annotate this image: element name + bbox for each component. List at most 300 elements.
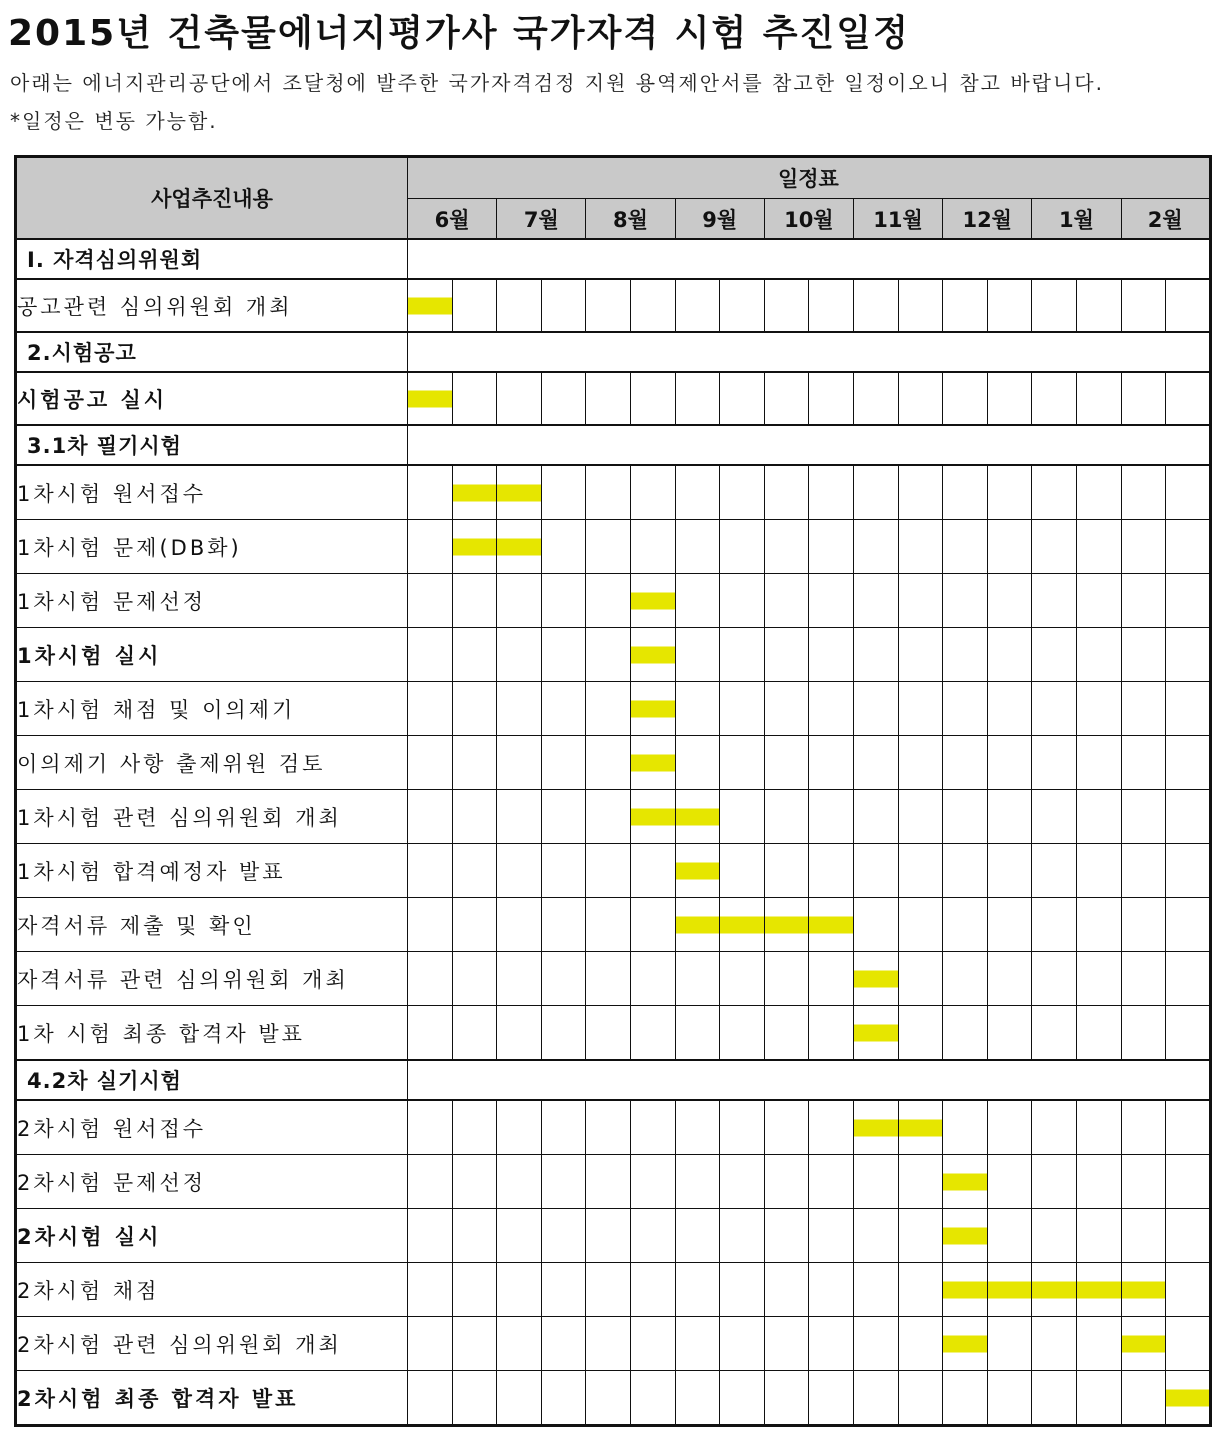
schedule-cell (943, 628, 988, 682)
schedule-cell (1032, 1006, 1077, 1061)
schedule-bar (943, 1155, 988, 1209)
schedule-cell (898, 1006, 943, 1061)
schedule-cell (1166, 1006, 1211, 1061)
schedule-bar (1121, 1317, 1166, 1371)
task-row (16, 952, 1211, 1006)
task-label: 이의제기 사항 출제위원 검토 (16, 736, 408, 790)
schedule-cell (675, 1317, 720, 1371)
schedule-cell (898, 1317, 943, 1371)
schedule-cell (1166, 1155, 1211, 1209)
section-schedule-cell (408, 239, 1211, 279)
schedule-cell (809, 1317, 854, 1371)
schedule-cell (586, 628, 631, 682)
task-row (16, 1371, 1211, 1426)
schedule-cell (943, 898, 988, 952)
schedule-cell (586, 1263, 631, 1317)
schedule-cell (898, 574, 943, 628)
schedule-cell (586, 520, 631, 574)
schedule-cell (853, 1155, 898, 1209)
schedule-cell (497, 372, 542, 425)
schedule-cell (764, 736, 809, 790)
schedule-cell (1032, 520, 1077, 574)
schedule-cell (943, 1006, 988, 1061)
schedule-cell (586, 1006, 631, 1061)
schedule-cell (853, 1317, 898, 1371)
schedule-cell (764, 682, 809, 736)
schedule-cell (764, 628, 809, 682)
schedule-bar (943, 1209, 988, 1263)
schedule-bar (630, 628, 675, 682)
month-header: 7월 (497, 199, 586, 240)
schedule-cell (1076, 1317, 1121, 1371)
schedule-cell (497, 898, 542, 952)
schedule-cell (1121, 279, 1166, 332)
schedule-cell (720, 790, 765, 844)
task-label: 1차시험 채점 및 이의제기 (16, 682, 408, 736)
schedule-cell (586, 898, 631, 952)
schedule-cell (408, 898, 453, 952)
schedule-cell (764, 1155, 809, 1209)
schedule-cell (898, 1371, 943, 1426)
section-label: 3.1차 필기시험 (16, 425, 408, 465)
schedule-cell (987, 574, 1032, 628)
schedule-cell (1076, 844, 1121, 898)
schedule-cell (630, 520, 675, 574)
schedule-cell (675, 1371, 720, 1426)
schedule-cell (987, 279, 1032, 332)
schedule-cell (497, 1155, 542, 1209)
schedule-cell (809, 1100, 854, 1155)
schedule-cell (1121, 628, 1166, 682)
schedule-cell (853, 1263, 898, 1317)
schedule-cell (541, 1155, 586, 1209)
schedule-cell (853, 372, 898, 425)
schedule-cell (1076, 574, 1121, 628)
schedule-cell (720, 682, 765, 736)
task-label: 자격서류 관련 심의위원회 개최 (16, 952, 408, 1006)
schedule-cell (408, 736, 453, 790)
schedule-cell (720, 465, 765, 520)
schedule-cell (408, 1263, 453, 1317)
schedule-bar (1032, 1263, 1077, 1317)
schedule-cell (452, 898, 497, 952)
schedule-cell (987, 1371, 1032, 1426)
schedule-cell (943, 465, 988, 520)
schedule-bar (898, 1100, 943, 1155)
page-title: 2015년 건축물에너지평가사 국가자격 시험 추진일정 (8, 13, 910, 54)
schedule-cell (720, 574, 765, 628)
schedule-cell (1076, 1209, 1121, 1263)
schedule-cell (1121, 1209, 1166, 1263)
schedule-cell (586, 1100, 631, 1155)
schedule-cell (1166, 736, 1211, 790)
schedule-bar (943, 1263, 988, 1317)
schedule-cell (1166, 520, 1211, 574)
schedule-cell (630, 1263, 675, 1317)
schedule-table (14, 155, 1212, 1427)
schedule-cell (1166, 682, 1211, 736)
schedule-cell (452, 628, 497, 682)
section-label: 4.2차 실기시험 (16, 1060, 408, 1100)
schedule-cell (586, 790, 631, 844)
schedule-bar (853, 1100, 898, 1155)
schedule-cell (853, 790, 898, 844)
schedule-cell (497, 279, 542, 332)
schedule-cell (675, 372, 720, 425)
schedule-cell (497, 1371, 542, 1426)
schedule-cell (452, 682, 497, 736)
task-column-header: 사업추진내용 (16, 157, 408, 240)
schedule-cell (586, 844, 631, 898)
schedule-cell (541, 372, 586, 425)
schedule-cell (1166, 372, 1211, 425)
schedule-cell (987, 736, 1032, 790)
schedule-cell (720, 1317, 765, 1371)
schedule-cell (853, 844, 898, 898)
schedule-cell (630, 1371, 675, 1426)
schedule-cell (1121, 952, 1166, 1006)
schedule-cell (809, 1209, 854, 1263)
schedule-bar (408, 279, 453, 332)
schedule-cell (586, 1155, 631, 1209)
schedule-cell (987, 628, 1032, 682)
schedule-cell (809, 1155, 854, 1209)
schedule-cell (987, 1155, 1032, 1209)
schedule-cell (720, 1263, 765, 1317)
schedule-cell (764, 1006, 809, 1061)
schedule-cell (898, 279, 943, 332)
schedule-cell (943, 952, 988, 1006)
schedule-cell (541, 520, 586, 574)
schedule-cell (541, 279, 586, 332)
schedule-cell (452, 1317, 497, 1371)
schedule-cell (1121, 574, 1166, 628)
schedule-cell (541, 1100, 586, 1155)
schedule-cell (541, 790, 586, 844)
schedule-bar (764, 898, 809, 952)
schedule-cell (809, 1006, 854, 1061)
schedule-cell (987, 1100, 1032, 1155)
schedule-cell (586, 574, 631, 628)
schedule-cell (675, 952, 720, 1006)
section-schedule-cell (408, 332, 1211, 372)
schedule-cell (586, 682, 631, 736)
schedule-cell (1121, 1006, 1166, 1061)
schedule-bar (720, 898, 765, 952)
schedule-cell (943, 736, 988, 790)
section-row (16, 425, 1211, 465)
schedule-cell (1076, 952, 1121, 1006)
schedule-cell (452, 790, 497, 844)
schedule-cell (898, 844, 943, 898)
schedule-cell (853, 574, 898, 628)
schedule-cell (720, 1155, 765, 1209)
task-row (16, 736, 1211, 790)
schedule-cell (853, 628, 898, 682)
schedule-cell (586, 1371, 631, 1426)
schedule-cell (1076, 790, 1121, 844)
schedule-cell (809, 279, 854, 332)
schedule-cell (1076, 1371, 1121, 1426)
schedule-cell (809, 520, 854, 574)
schedule-cell (987, 520, 1032, 574)
section-row (16, 1060, 1211, 1100)
schedule-cell (898, 372, 943, 425)
schedule-cell (541, 1006, 586, 1061)
schedule-cell (898, 628, 943, 682)
schedule-cell (541, 952, 586, 1006)
schedule-cell (497, 1317, 542, 1371)
schedule-cell (1166, 898, 1211, 952)
schedule-cell (764, 372, 809, 425)
schedule-cell (1121, 898, 1166, 952)
schedule-cell (586, 952, 631, 1006)
task-row (16, 1263, 1211, 1317)
schedule-cell (408, 1100, 453, 1155)
schedule-cell (943, 520, 988, 574)
schedule-cell (452, 1209, 497, 1263)
task-row (16, 628, 1211, 682)
task-label: 1차 시험 최종 합격자 발표 (16, 1006, 408, 1061)
schedule-cell (1032, 952, 1077, 1006)
schedule-cell (1032, 574, 1077, 628)
schedule-cell (764, 1100, 809, 1155)
schedule-cell (452, 1155, 497, 1209)
schedule-bar (497, 520, 542, 574)
schedule-cell (809, 736, 854, 790)
schedule-cell (1166, 1100, 1211, 1155)
schedule-cell (1166, 952, 1211, 1006)
section-row (16, 239, 1211, 279)
schedule-cell (675, 574, 720, 628)
schedule-cell (630, 1006, 675, 1061)
schedule-cell (720, 1006, 765, 1061)
schedule-cell (987, 1209, 1032, 1263)
month-header: 2월 (1121, 199, 1210, 240)
schedule-cell (497, 844, 542, 898)
schedule-cell (720, 1209, 765, 1263)
schedule-cell (898, 790, 943, 844)
schedule-cell (1032, 1317, 1077, 1371)
month-header: 11월 (853, 199, 942, 240)
schedule-cell (1032, 1100, 1077, 1155)
schedule-bar (630, 682, 675, 736)
month-header: 10월 (764, 199, 853, 240)
schedule-cell (1076, 682, 1121, 736)
schedule-cell (1032, 682, 1077, 736)
schedule-cell (1032, 372, 1077, 425)
task-row (16, 1209, 1211, 1263)
task-row (16, 790, 1211, 844)
task-row (16, 279, 1211, 332)
schedule-cell (541, 628, 586, 682)
task-label: 2차시험 실시 (16, 1209, 408, 1263)
schedule-cell (586, 736, 631, 790)
schedule-cell (1032, 1209, 1077, 1263)
schedule-cell (1121, 844, 1166, 898)
schedule-bar (452, 465, 497, 520)
schedule-cell (720, 952, 765, 1006)
task-row (16, 520, 1211, 574)
schedule-cell (630, 1100, 675, 1155)
schedule-cell (630, 844, 675, 898)
schedule-bar (675, 844, 720, 898)
schedule-cell (898, 898, 943, 952)
schedule-cell (452, 1263, 497, 1317)
schedule-cell (541, 1209, 586, 1263)
schedule-cell (1076, 279, 1121, 332)
task-label: 1차시험 관련 심의위원회 개최 (16, 790, 408, 844)
schedule-cell (408, 952, 453, 1006)
schedule-cell (809, 1263, 854, 1317)
schedule-bar (1076, 1263, 1121, 1317)
task-row (16, 898, 1211, 952)
schedule-cell (1032, 628, 1077, 682)
task-label: 1차시험 문제(DB화) (16, 520, 408, 574)
task-label: 2차시험 문제선정 (16, 1155, 408, 1209)
schedule-cell (675, 682, 720, 736)
schedule-cell (1032, 1371, 1077, 1426)
schedule-cell (853, 1371, 898, 1426)
schedule-cell (630, 1317, 675, 1371)
section-schedule-cell (408, 425, 1211, 465)
schedule-cell (943, 790, 988, 844)
month-header: 6월 (408, 199, 497, 240)
section-row (16, 332, 1211, 372)
schedule-cell (497, 574, 542, 628)
task-row (16, 372, 1211, 425)
schedule-cell (1166, 1209, 1211, 1263)
schedule-cell (1166, 465, 1211, 520)
schedule-bar (1121, 1263, 1166, 1317)
schedule-cell (541, 844, 586, 898)
schedule-cell (764, 465, 809, 520)
schedule-cell (541, 1263, 586, 1317)
schedule-cell (675, 628, 720, 682)
schedule-cell (764, 1263, 809, 1317)
schedule-cell (1032, 736, 1077, 790)
schedule-cell (1076, 465, 1121, 520)
schedule-cell (1076, 898, 1121, 952)
schedule-cell (408, 1371, 453, 1426)
schedule-cell (452, 1006, 497, 1061)
schedule-cell (1121, 790, 1166, 844)
schedule-cell (1121, 1371, 1166, 1426)
schedule-cell (809, 844, 854, 898)
schedule-cell (586, 465, 631, 520)
schedule-cell (497, 1100, 542, 1155)
schedule-cell (943, 279, 988, 332)
schedule-cell (764, 952, 809, 1006)
schedule-cell (586, 1209, 631, 1263)
schedule-cell (452, 952, 497, 1006)
schedule-cell (898, 465, 943, 520)
schedule-cell (898, 952, 943, 1006)
schedule-cell (675, 736, 720, 790)
schedule-cell (452, 736, 497, 790)
schedule-bar (408, 372, 453, 425)
schedule-cell (452, 1371, 497, 1426)
schedule-cell (1166, 1317, 1211, 1371)
schedule-cell (1166, 574, 1211, 628)
schedule-cell (541, 736, 586, 790)
schedule-cell (853, 465, 898, 520)
schedule-cell (630, 279, 675, 332)
schedule-cell (497, 1006, 542, 1061)
schedule-cell (675, 1100, 720, 1155)
schedule-cell (408, 628, 453, 682)
schedule-cell (898, 1263, 943, 1317)
schedule-cell (987, 1317, 1032, 1371)
section-label: 2.시험공고 (16, 332, 408, 372)
task-label: 1차시험 합격예정자 발표 (16, 844, 408, 898)
schedule-bar (853, 952, 898, 1006)
task-row (16, 1100, 1211, 1155)
schedule-cell (809, 628, 854, 682)
schedule-cell (452, 279, 497, 332)
task-label: 시험공고 실시 (16, 372, 408, 425)
schedule-cell (809, 682, 854, 736)
schedule-cell (853, 279, 898, 332)
schedule-cell (675, 1209, 720, 1263)
schedule-cell (1076, 1100, 1121, 1155)
schedule-cell (764, 1317, 809, 1371)
schedule-bar (987, 1263, 1032, 1317)
schedule-rows (16, 239, 1211, 1426)
schedule-cell (1166, 790, 1211, 844)
schedule-bar (630, 790, 675, 844)
schedule-cell (1121, 372, 1166, 425)
schedule-cell (720, 372, 765, 425)
schedule-bar (675, 790, 720, 844)
schedule-cell (1121, 520, 1166, 574)
task-label: 1차시험 문제선정 (16, 574, 408, 628)
schedule-cell (987, 790, 1032, 844)
schedule-cell (452, 844, 497, 898)
schedule-cell (497, 736, 542, 790)
schedule-cell (452, 372, 497, 425)
schedule-cell (987, 682, 1032, 736)
task-label: 1차시험 실시 (16, 628, 408, 682)
schedule-cell (586, 372, 631, 425)
schedule-cell (675, 465, 720, 520)
schedule-cell (720, 736, 765, 790)
task-label: 공고관련 심의위원회 개최 (16, 279, 408, 332)
schedule-cell (1032, 279, 1077, 332)
schedule-cell (720, 279, 765, 332)
schedule-cell (1121, 1155, 1166, 1209)
schedule-cell (987, 952, 1032, 1006)
schedule-cell (408, 1209, 453, 1263)
schedule-cell (853, 520, 898, 574)
schedule-cell (497, 628, 542, 682)
task-label: 2차시험 관련 심의위원회 개최 (16, 1317, 408, 1371)
schedule-cell (408, 844, 453, 898)
schedule-cell (675, 1155, 720, 1209)
schedule-cell (1166, 1263, 1211, 1317)
schedule-cell (452, 574, 497, 628)
task-row (16, 465, 1211, 520)
schedule-cell (987, 844, 1032, 898)
schedule-cell (497, 1209, 542, 1263)
schedule-bar (497, 465, 542, 520)
schedule-cell (541, 1371, 586, 1426)
schedule-cell (1076, 628, 1121, 682)
task-row (16, 574, 1211, 628)
schedule-cell (408, 1317, 453, 1371)
schedule-cell (497, 682, 542, 736)
schedule-cell (408, 465, 453, 520)
